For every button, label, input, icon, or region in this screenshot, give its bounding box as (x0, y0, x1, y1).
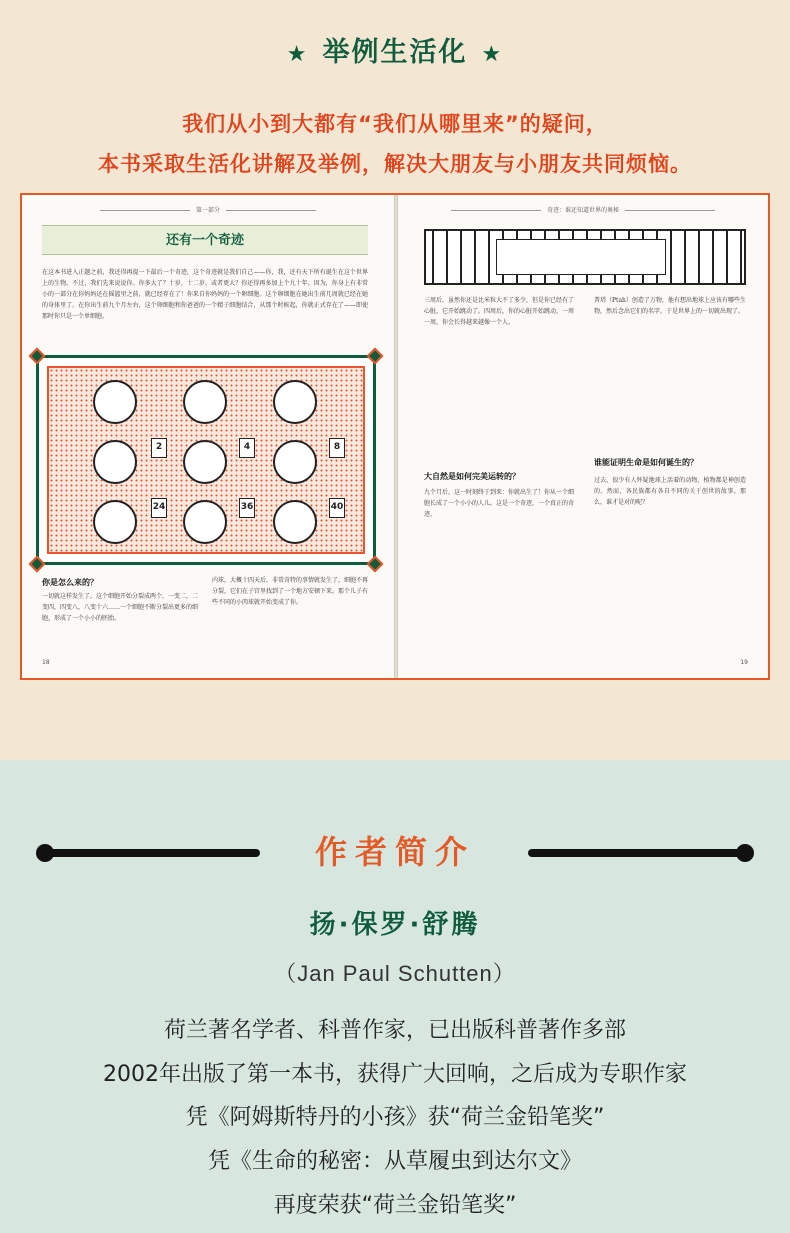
hieroglyph-strip (424, 229, 746, 285)
tagline-2: 本书采取生活化讲解及举例，解决大朋友与小朋友共同烦恼。 (98, 152, 692, 176)
week-card: 40 (329, 498, 345, 518)
right-column-1: 三周后，虽然你还是比米粒大不了多少，但是你已经有了心脏，它开始跳动了。四周后，你的心脏开始跳动，一周一周，你会长得越来越像一个人。 (424, 297, 574, 326)
week-card: 24 (151, 498, 167, 518)
bio-line: 2002年出版了第一本书，获得广大回响，之后成为专职作家 (103, 1062, 687, 1087)
embryo-stage-3 (273, 440, 317, 484)
week-card: 36 (239, 498, 255, 518)
section-title-text: 举例生活化 (322, 37, 468, 68)
cell-stage-2 (183, 380, 227, 424)
right-page-number: 19 (740, 659, 748, 666)
cell-stage-1 (93, 380, 137, 424)
week-card: 2 (151, 438, 167, 458)
embryo-illustration (36, 355, 376, 565)
left-column-1: 一切就这样发生了。这个细胞开始分裂成两个，一变二，二变四，四变八，八变十六……一个细胞不断分裂出更多的细胞，形成了一个小小的胚胎。 (42, 593, 198, 622)
fetus-stage-3 (273, 500, 317, 544)
left-page (22, 195, 394, 678)
left-intro-text: 在这本书进入正题之前，我还得再提一下最后一个奇迹，这个奇迹就是我们自己——你，我，还有天下所有诞生在这个世界上的生物。不过，我们先来说说你。你多大了？十岁，十二岁，或者更大？你还得再多加上个九十年。因为，你身上有非常小的一部分在你妈妈还在摇篮里之前，就已经存在了！你来自你妈妈的一个卵细胞。这个卵细胞在她出生前几周就已经在她的身体里了。在你出生前九个月左右，这个卵细胞和你爸爸的一个精子细胞结合，从那个时候起，你就正式存在了——即使那时你只是一个单细胞。 (42, 269, 368, 320)
author-name-english: （Jan Paul Schutten） (274, 961, 516, 986)
bio-line: 凭《阿姆斯特丹的小孩》获“荷兰金铅笔奖” (185, 1105, 605, 1130)
left-subheading: 你是怎么来的？ (42, 578, 98, 587)
left-column-2: 内球，大概十四天后，非常奇特的事情就发生了，细胞不再分裂，它们在子宫里找到了一个地方安顿下来。那个儿子有些不同的小肉球就开始变成了你。 (212, 577, 368, 606)
corner-ornament (29, 556, 46, 573)
embryo-stage-2 (183, 440, 227, 484)
bio-line: 再度荣获“荷兰金铅笔奖” (273, 1193, 517, 1218)
week-card: 8 (329, 438, 345, 458)
fetus-stage-2 (183, 500, 227, 544)
corner-ornament (367, 556, 384, 573)
section-title (0, 30, 790, 69)
right-sub1-text: 九个月后，这一时刻终于到来：你就出生了！你从一个细胞长成了一个小小的人儿。这是一个奇迹，一个真正的奇迹。 (424, 489, 574, 518)
right-running-head: 奇迹：谁还知道世界的奥秘 (398, 205, 768, 214)
fetus-stage-1 (93, 500, 137, 544)
week-card: 4 (239, 438, 255, 458)
author-heading-text: 作者简介 (314, 833, 475, 871)
bio-line: 荷兰著名学者、科普作家，已出版科普著作多部 (163, 1018, 626, 1043)
left-page-number: 18 (42, 659, 50, 666)
star-icon: ★ (286, 42, 309, 67)
author-heading (0, 827, 790, 873)
right-subheading-2: 谁能证明生命是如何诞生的？ (594, 458, 698, 467)
star-icon: ★ (481, 42, 504, 67)
right-subheading-1: 大自然是如何完美运转的？ (424, 472, 520, 481)
right-sub2-text: 过去，很少有人怀疑地球上活着的动物、植物都是神创造的。然而，各民族都有各自不同的关于创世的故事。那么，谁才是对的呢？ (594, 477, 746, 506)
corner-ornament (367, 348, 384, 365)
book-spread-image (20, 193, 770, 680)
right-column-2: 普塔（Ptah）创造了万物，他有想出地球上应该有哪些生物，然后念出它们的名字，于是世界上的一切就出现了。 (594, 297, 746, 315)
chapter-title: 还有一个奇迹 (42, 225, 368, 255)
corner-ornament (29, 348, 46, 365)
right-page (398, 195, 768, 678)
left-running-head: 第一部分 (22, 205, 394, 214)
bio-line: 凭《生命的秘密：从草履虫到达尔文》 (207, 1149, 582, 1174)
embryo-stage-1 (93, 440, 137, 484)
tagline-1: 我们从小到大都有“我们从哪里来”的疑问， (182, 112, 608, 136)
author-name: 扬·保罗·舒腾 (309, 910, 481, 940)
cell-stage-3 (273, 380, 317, 424)
